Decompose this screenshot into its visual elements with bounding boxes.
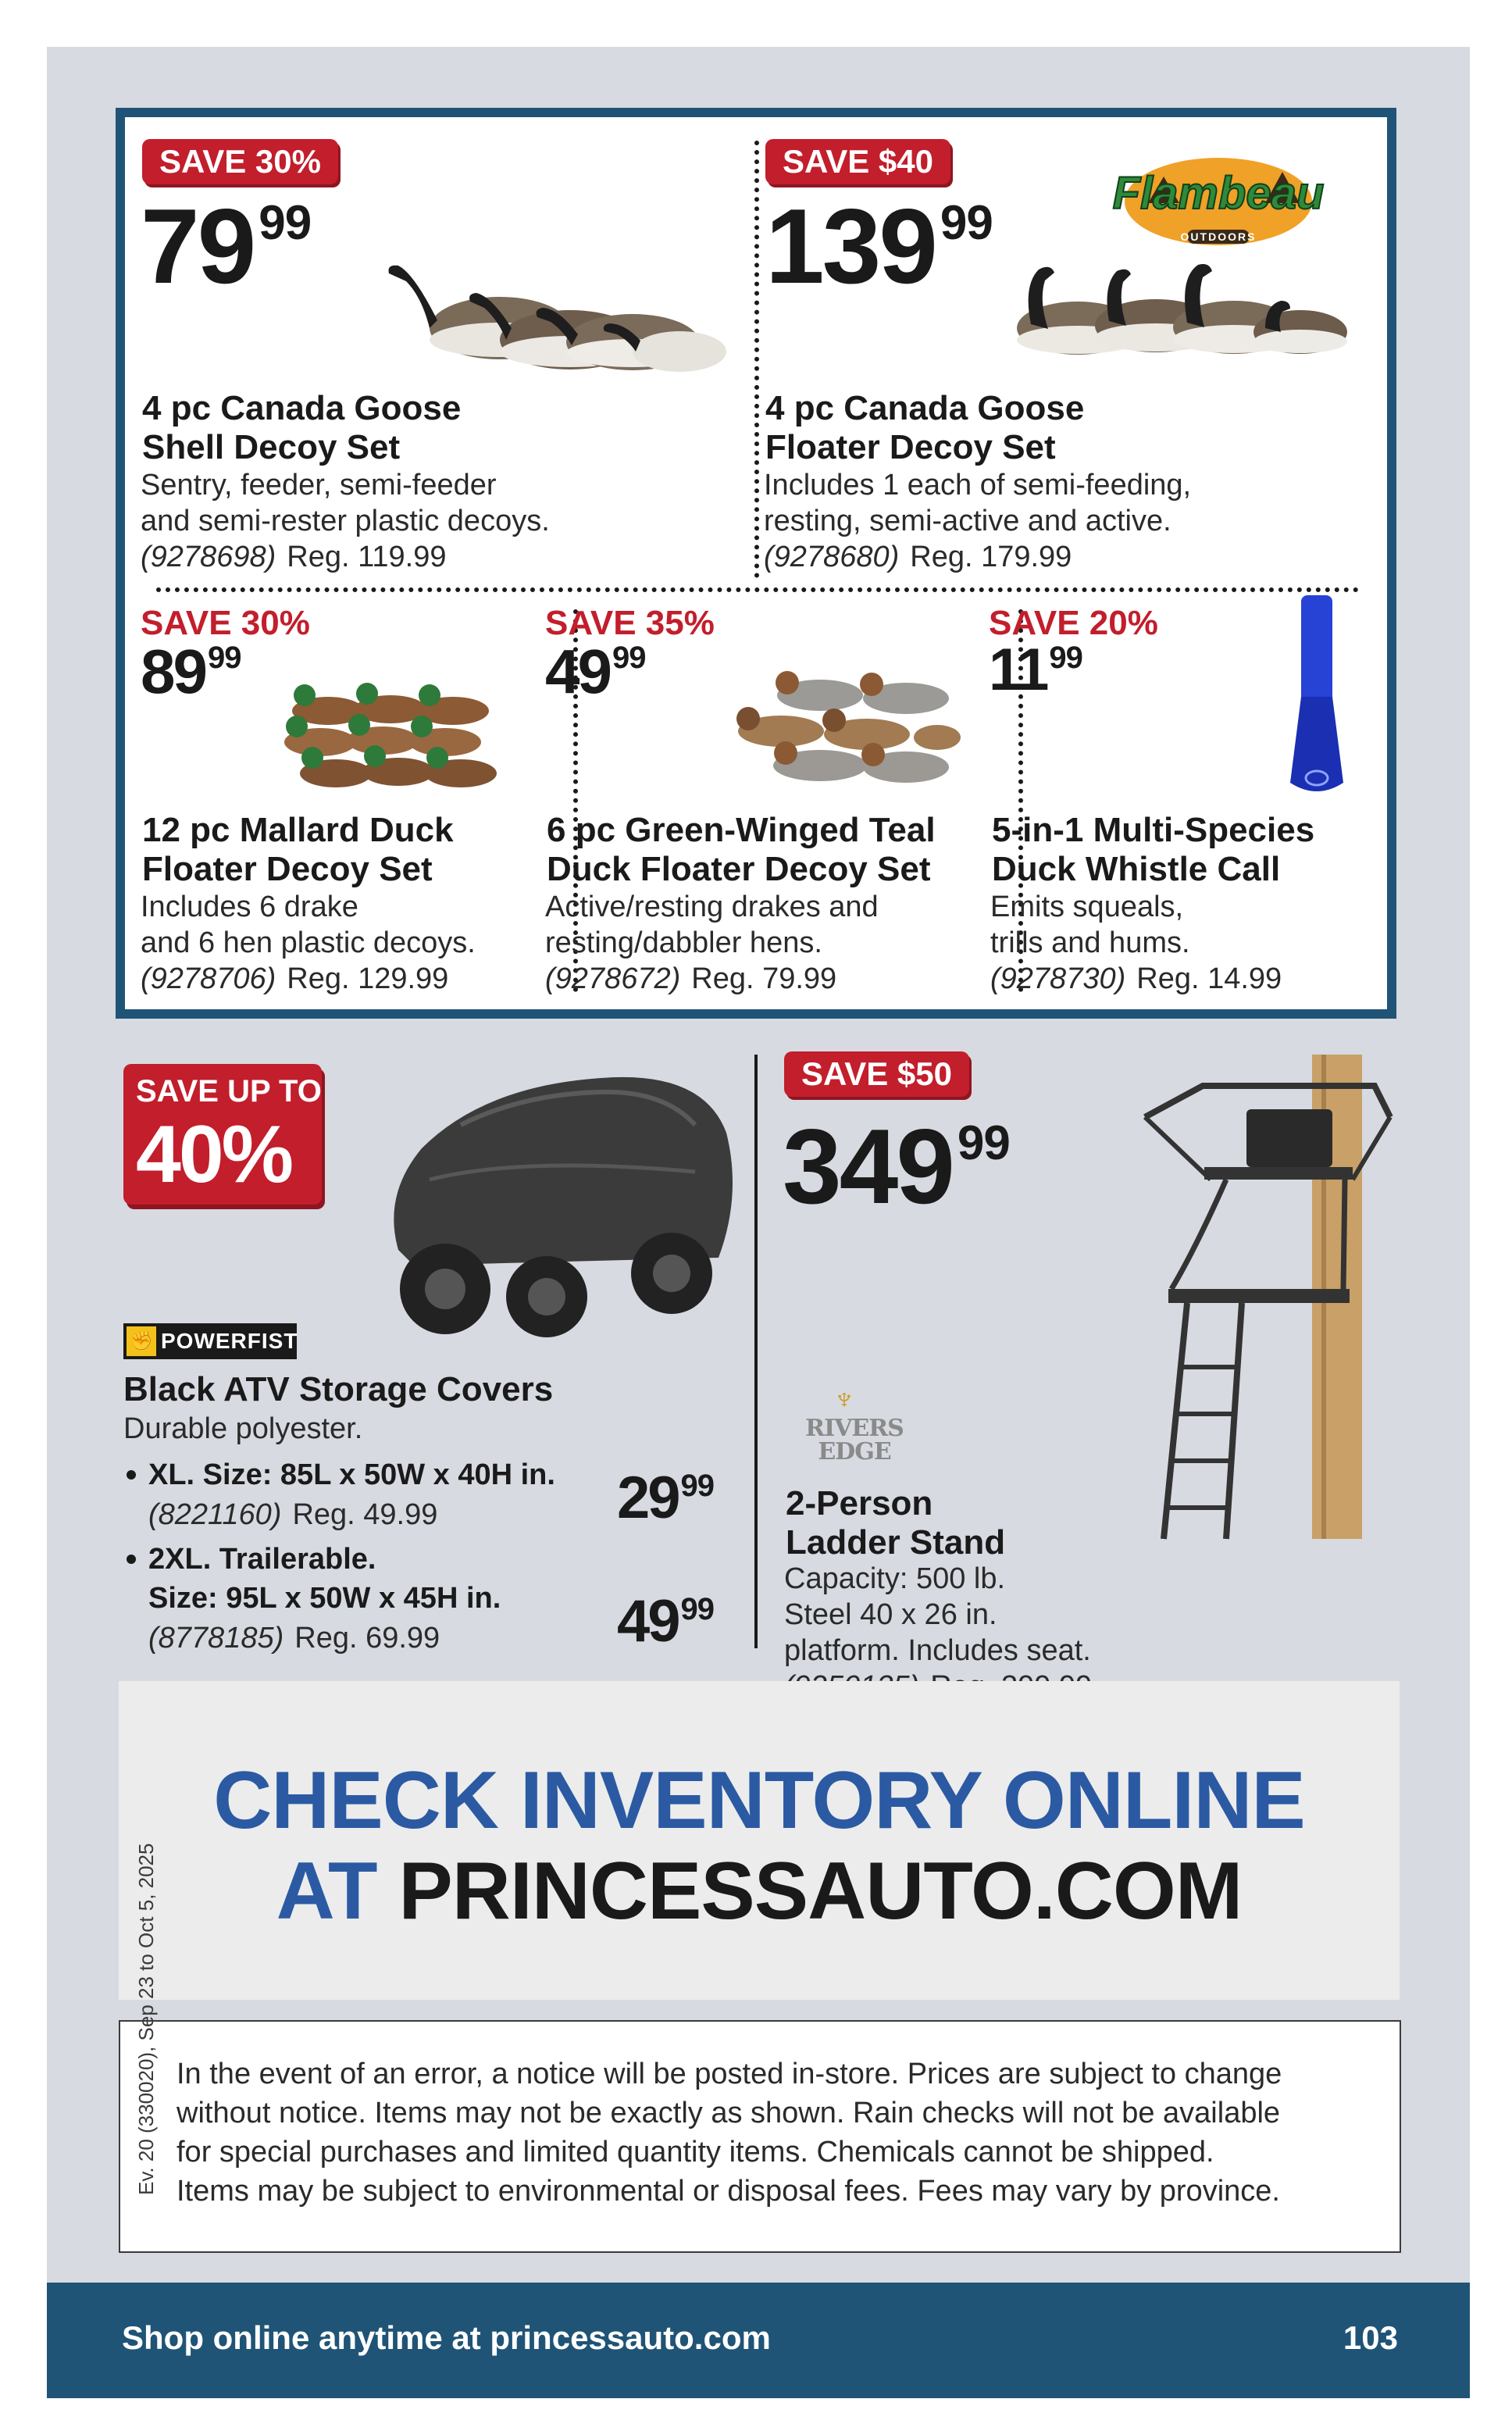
- price-dollars: 29: [617, 1465, 679, 1531]
- regular-price: Reg. 129.99: [287, 962, 449, 995]
- desc-line: platform. Includes seat.: [784, 1634, 1091, 1667]
- powerfist-logo: [123, 1323, 297, 1359]
- banner-at: AT: [276, 1846, 377, 1937]
- product-title: [765, 389, 1084, 467]
- regular-price: Reg. 49.99: [292, 1498, 438, 1531]
- save-label: SAVE 20%: [989, 604, 1158, 642]
- sku-code: (9278698): [141, 541, 276, 573]
- banner-line-1: CHECK INVENTORY ONLINE: [213, 1755, 1305, 1846]
- price-dollars: 349: [783, 1107, 953, 1226]
- desc-line: Capacity: 500 lb.: [784, 1562, 1006, 1595]
- product-title: [142, 389, 461, 467]
- desc-line: Active/resting drakes and: [545, 891, 879, 923]
- desc-line: Steel 40 x 26 in.: [784, 1598, 997, 1631]
- title-line: Ladder Stand: [786, 1523, 1006, 1562]
- sale-price: [617, 1588, 715, 1655]
- product-description: [545, 889, 879, 961]
- sku-code: (9278706): [141, 962, 276, 995]
- rivers-edge-brand-text: RIVERS EDGE: [805, 1415, 904, 1465]
- save-label: SAVE $50: [801, 1055, 952, 1092]
- desc-line: and semi-rester plastic decoys.: [141, 505, 550, 537]
- price-cents: 99: [612, 641, 646, 675]
- save-badge: [784, 1051, 969, 1097]
- product-description: [141, 467, 550, 539]
- title-line: Duck Floater Decoy Set: [547, 850, 931, 888]
- disclaimer-line: Items may be subject to environmental or disposal fees. Fees may vary by province.: [177, 2175, 1280, 2208]
- product-description: [764, 467, 1191, 539]
- product-description: [990, 889, 1190, 961]
- sale-price: [765, 187, 993, 305]
- sku-code: (9278680): [764, 541, 900, 573]
- price-cents: 99: [259, 196, 312, 250]
- disclaimer-box: [119, 2020, 1401, 2253]
- price-cents: 99: [207, 641, 241, 675]
- event-date-note: Ev. 20 (330020), Sep 23 to Oct 5, 2025: [134, 1843, 158, 2195]
- shop-online-link[interactable]: Shop online anytime at princessauto.com: [122, 2319, 771, 2356]
- sku-line: [148, 1497, 437, 1533]
- desc-line: Includes 6 drake: [141, 891, 358, 923]
- regular-price: Reg. 119.99: [287, 541, 447, 573]
- sale-price: [141, 187, 312, 305]
- title-line: 4 pc Canada Goose: [765, 389, 1085, 427]
- flambeau-logo: [1078, 148, 1359, 250]
- regular-price: Reg. 179.99: [910, 541, 1072, 573]
- price-dollars: 139: [765, 187, 936, 305]
- product-title: [547, 811, 936, 889]
- bullet-icon: [127, 1555, 136, 1564]
- disclaimer-line: for special purchases and limited quantity items. Chemicals cannot be shipped.: [177, 2136, 1214, 2169]
- product-description: Durable polyester.: [123, 1412, 363, 1445]
- title-line: 5-in-1 Multi-Species: [992, 811, 1315, 849]
- fist-icon: ✊: [127, 1326, 156, 1356]
- sale-price: [545, 637, 646, 706]
- price-cents: 99: [1049, 641, 1082, 675]
- save-up-to-label: SAVE UP TO: [136, 1074, 322, 1108]
- sku-code: (9278672): [545, 962, 681, 995]
- price-dollars: 11: [989, 637, 1047, 703]
- size-option-line: XL. Size: 85L x 50W x 40H in.: [148, 1458, 555, 1491]
- decoy-section: [116, 108, 1396, 1019]
- desc-line: resting/dabbler hens.: [545, 926, 822, 959]
- regular-price: Reg. 69.99: [294, 1622, 440, 1655]
- sale-price: [617, 1465, 715, 1531]
- flyer-page: [47, 47, 1470, 2398]
- product-title: [786, 1484, 1005, 1562]
- regular-price: Reg. 14.99: [1136, 962, 1282, 995]
- title-line: 2-Person: [786, 1484, 933, 1522]
- desc-line: resting, semi-active and active.: [764, 505, 1171, 537]
- title-line: Duck Whistle Call: [992, 850, 1281, 888]
- sku-code: (8778185): [148, 1622, 284, 1655]
- sku-line: [545, 961, 836, 997]
- banner-website[interactable]: PRINCESSAUTO.COM: [398, 1846, 1243, 1937]
- price-dollars: 89: [141, 637, 205, 706]
- title-line: 4 pc Canada Goose: [142, 389, 462, 427]
- price-dollars: 49: [545, 637, 610, 706]
- product-title: [142, 811, 454, 889]
- price-dollars: 49: [617, 1588, 679, 1655]
- antler-icon: ♆: [833, 1382, 856, 1416]
- flambeau-sub-text: OUTDOORS: [1180, 230, 1257, 243]
- sku-code: (9278730): [990, 962, 1126, 995]
- desc-line: Includes 1 each of semi-feeding,: [764, 469, 1192, 502]
- atv-cover-image: [367, 1055, 742, 1351]
- sale-price: [989, 637, 1082, 703]
- inventory-banner: [119, 1681, 1400, 2000]
- price-cents: 99: [957, 1116, 1010, 1170]
- sku-line: [148, 1620, 440, 1656]
- size-option-line: 2XL. Trailerable.: [148, 1543, 376, 1576]
- duck-call-image: [1284, 595, 1350, 798]
- title-line: Floater Decoy Set: [142, 850, 433, 888]
- product-title: [992, 811, 1314, 889]
- save-up-to-badge: [123, 1064, 322, 1205]
- goose-floater-decoy-image: [1007, 254, 1351, 371]
- regular-price: Reg. 79.99: [691, 962, 837, 995]
- banner-line-2: [119, 1846, 1400, 1937]
- sku-line: [764, 539, 1072, 575]
- save-percent: 40%: [136, 1109, 292, 1200]
- save-label: SAVE 35%: [545, 604, 715, 642]
- divider-horizontal: [156, 587, 1359, 592]
- size-option-line: Size: 95L x 50W x 45H in.: [148, 1582, 501, 1615]
- divider-vertical-top: [754, 141, 759, 578]
- save-label: SAVE $40: [783, 143, 933, 180]
- save-badge: [142, 139, 338, 184]
- disclaimer-line: without notice. Items may not be exactly as shown. Rain checks will not be available: [177, 2097, 1281, 2129]
- price-cents: 99: [680, 1592, 715, 1626]
- footer-bar: [47, 2283, 1470, 2398]
- page-number: 103: [1343, 2319, 1398, 2356]
- title-line: Shell Decoy Set: [142, 428, 401, 466]
- powerfist-brand-text: POWERFIST: [161, 1329, 298, 1353]
- desc-line: and 6 hen plastic decoys.: [141, 926, 476, 959]
- ladder-stand-image: [1140, 1055, 1429, 1547]
- title-line: Floater Decoy Set: [765, 428, 1056, 466]
- sku-code: (8221160): [148, 1498, 282, 1531]
- sku-line: [990, 961, 1282, 997]
- product-description: [141, 889, 476, 961]
- title-line: 12 pc Mallard Duck: [142, 811, 454, 849]
- flambeau-brand-text: Flambeau: [1112, 168, 1325, 219]
- desc-line: trills and hums.: [990, 926, 1190, 959]
- price-cents: 99: [680, 1469, 715, 1503]
- title-line: 6 pc Green-Winged Teal: [547, 811, 936, 849]
- product-description: [784, 1561, 1091, 1669]
- sku-line: [141, 539, 446, 575]
- desc-line: Emits squeals,: [990, 891, 1184, 923]
- teal-decoy-image: [711, 664, 961, 789]
- desc-line: Sentry, feeder, semi-feeder: [141, 469, 497, 502]
- sale-price: [141, 637, 241, 706]
- goose-shell-decoy-image: [383, 242, 726, 375]
- bullet-icon: [127, 1470, 136, 1480]
- price-cents: 99: [940, 196, 993, 250]
- rivers-edge-logo: [784, 1383, 925, 1469]
- save-label: SAVE 30%: [141, 604, 310, 642]
- mallard-decoy-image: [273, 664, 508, 797]
- sale-price: [783, 1107, 1010, 1226]
- product-title: Black ATV Storage Covers: [123, 1370, 554, 1408]
- sku-line: [141, 961, 448, 997]
- save-badge: [765, 139, 950, 184]
- save-label: SAVE 30%: [159, 143, 321, 180]
- disclaimer-line: In the event of an error, a notice will be posted in-store. Prices are subject to change: [177, 2058, 1282, 2090]
- middle-divider: [754, 1055, 758, 1648]
- price-dollars: 79: [141, 187, 255, 305]
